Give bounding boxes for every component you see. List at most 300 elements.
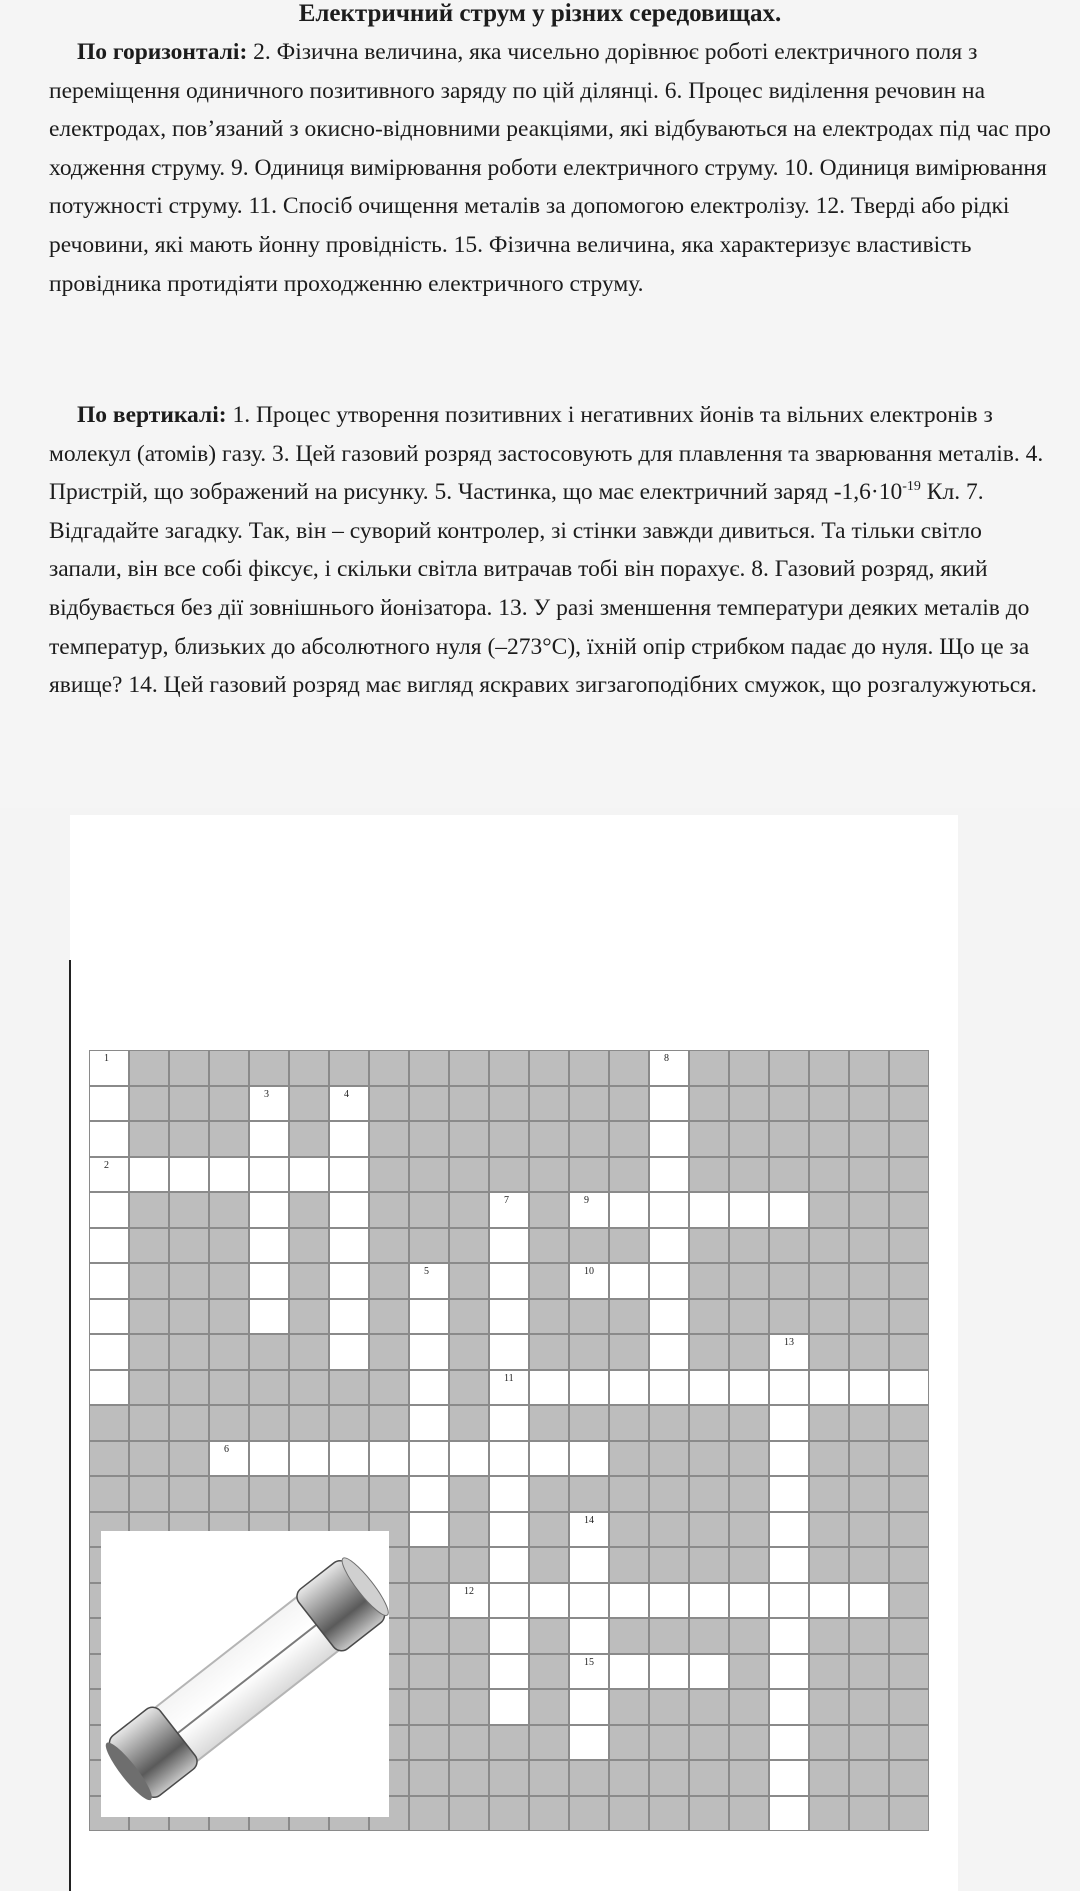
grid-cell-blocked — [689, 1441, 729, 1477]
grid-cell-blocked — [809, 1228, 849, 1264]
grid-cell-open[interactable] — [769, 1476, 809, 1512]
grid-cell-blocked — [609, 1086, 649, 1122]
grid-cell-blocked — [689, 1405, 729, 1441]
grid-cell-blocked — [609, 1476, 649, 1512]
grid-cell-blocked — [169, 1405, 209, 1441]
grid-cell-open[interactable] — [449, 1441, 489, 1477]
grid-cell-blocked — [889, 1725, 929, 1761]
grid-cell-open[interactable] — [609, 1192, 649, 1228]
grid-cell-blocked — [649, 1689, 689, 1725]
grid-cell-open[interactable] — [569, 1547, 609, 1583]
grid-cell-blocked — [649, 1547, 689, 1583]
grid-cell-open[interactable] — [89, 1157, 129, 1193]
grid-cell-blocked — [689, 1228, 729, 1264]
grid-cell-blocked — [769, 1121, 809, 1157]
grid-cell-blocked — [449, 1263, 489, 1299]
grid-cell-blocked — [729, 1334, 769, 1370]
grid-cell-blocked — [289, 1086, 329, 1122]
clue-number: 1 — [104, 1053, 109, 1064]
grid-cell-blocked — [689, 1725, 729, 1761]
grid-cell-open[interactable] — [649, 1299, 689, 1335]
grid-cell-blocked — [729, 1121, 769, 1157]
grid-cell-blocked — [729, 1299, 769, 1335]
horizontal-clues — [49, 33, 1059, 303]
grid-cell-blocked — [689, 1299, 729, 1335]
grid-cell-open[interactable] — [409, 1263, 449, 1299]
grid-cell-open[interactable] — [689, 1654, 729, 1690]
grid-cell-blocked — [209, 1192, 249, 1228]
grid-cell-open[interactable] — [649, 1370, 689, 1406]
grid-cell-open[interactable] — [489, 1618, 529, 1654]
grid-cell-blocked — [889, 1476, 929, 1512]
grid-cell-open[interactable] — [769, 1192, 809, 1228]
grid-cell-blocked — [489, 1050, 529, 1086]
grid-cell-blocked — [769, 1299, 809, 1335]
clue-number: 8 — [664, 1053, 669, 1064]
grid-cell-blocked — [889, 1228, 929, 1264]
grid-cell-blocked — [409, 1050, 449, 1086]
grid-cell-open[interactable] — [89, 1299, 129, 1335]
grid-cell-open[interactable] — [249, 1121, 289, 1157]
grid-cell-blocked — [529, 1796, 569, 1832]
grid-cell-blocked — [609, 1299, 649, 1335]
grid-cell-open[interactable] — [769, 1405, 809, 1441]
grid-cell-blocked — [409, 1547, 449, 1583]
grid-cell-blocked — [529, 1689, 569, 1725]
grid-cell-open[interactable] — [569, 1192, 609, 1228]
grid-cell-blocked — [609, 1121, 649, 1157]
grid-cell-blocked — [649, 1405, 689, 1441]
grid-cell-open[interactable] — [329, 1228, 369, 1264]
grid-cell-blocked — [369, 1405, 409, 1441]
grid-cell-open[interactable] — [489, 1263, 529, 1299]
grid-cell-blocked — [729, 1512, 769, 1548]
grid-cell-blocked — [609, 1512, 649, 1548]
clue-number: 2 — [104, 1159, 109, 1171]
grid-cell-open[interactable] — [569, 1618, 609, 1654]
grid-cell-open[interactable] — [89, 1334, 129, 1370]
grid-cell-blocked — [129, 1441, 169, 1477]
grid-cell-blocked — [449, 1050, 489, 1086]
grid-cell-blocked — [569, 1476, 609, 1512]
grid-cell-blocked — [729, 1050, 769, 1086]
grid-cell-open[interactable] — [329, 1086, 369, 1122]
grid-cell-open[interactable] — [489, 1583, 529, 1619]
grid-cell-blocked — [529, 1086, 569, 1122]
grid-cell-blocked — [449, 1725, 489, 1761]
grid-cell-blocked — [809, 1121, 849, 1157]
vertical-clue-text-b: Кл. 7. Відгадайте загадку. Так, він – суворий контролер, зі стінки завжди дивиться. Та тільки світло запали, він все собі фіксує, і скільки світла витрачав тобі він порахує. 8. Газовий розряд, який відбувається без дії зовнішнього йонізатора. 13. У разі зменшення температури деяких металів до температур, близьких до абсолютного нуля (–273°C), їхній опір стрибком падає до нуля. Що це за явище? 14. Цей газовий розряд має вигляд яскравих зигзагоподібних смужок, що розгалужуються. — [49, 479, 1037, 699]
grid-cell-blocked — [609, 1228, 649, 1264]
grid-cell-open[interactable] — [249, 1263, 289, 1299]
grid-cell-blocked — [889, 1441, 929, 1477]
vertical-clues — [49, 396, 1059, 705]
grid-cell-blocked — [369, 1192, 409, 1228]
grid-cell-open[interactable] — [729, 1370, 769, 1406]
grid-cell-open[interactable] — [689, 1192, 729, 1228]
grid-cell-blocked — [249, 1476, 289, 1512]
grid-cell-blocked — [249, 1370, 289, 1406]
grid-cell-open[interactable] — [89, 1263, 129, 1299]
grid-cell-open[interactable] — [769, 1512, 809, 1548]
grid-cell-blocked — [129, 1405, 169, 1441]
grid-cell-open[interactable] — [409, 1441, 449, 1477]
grid-cell-blocked — [169, 1370, 209, 1406]
grid-cell-blocked — [409, 1228, 449, 1264]
grid-cell-blocked — [529, 1760, 569, 1796]
charge-exponent: -19 — [902, 479, 921, 495]
grid-cell-blocked — [129, 1086, 169, 1122]
grid-cell-blocked — [729, 1618, 769, 1654]
grid-cell-open[interactable] — [769, 1654, 809, 1690]
grid-cell-open[interactable] — [489, 1370, 529, 1406]
grid-cell-open[interactable] — [409, 1299, 449, 1335]
grid-cell-open[interactable] — [329, 1334, 369, 1370]
grid-cell-blocked — [169, 1086, 209, 1122]
grid-cell-open[interactable] — [649, 1263, 689, 1299]
grid-cell-blocked — [249, 1405, 289, 1441]
grid-cell-blocked — [329, 1405, 369, 1441]
grid-cell-blocked — [609, 1725, 649, 1761]
grid-cell-blocked — [409, 1796, 449, 1832]
grid-cell-blocked — [169, 1228, 209, 1264]
grid-cell-blocked — [649, 1512, 689, 1548]
grid-cell-open[interactable] — [729, 1192, 769, 1228]
grid-cell-blocked — [809, 1334, 849, 1370]
page-title: Електричний струм у різних середовищах. — [298, 0, 782, 27]
grid-cell-open[interactable] — [249, 1192, 289, 1228]
grid-cell-open[interactable] — [729, 1583, 769, 1619]
grid-cell-blocked — [809, 1050, 849, 1086]
grid-cell-open[interactable] — [609, 1370, 649, 1406]
grid-cell-open[interactable] — [209, 1157, 249, 1193]
grid-cell-open[interactable] — [769, 1370, 809, 1406]
grid-cell-open[interactable] — [849, 1583, 889, 1619]
grid-cell-open[interactable] — [769, 1583, 809, 1619]
grid-cell-blocked — [209, 1476, 249, 1512]
vertical-heading: По вертикалі: — [77, 402, 227, 428]
grid-cell-blocked — [129, 1263, 169, 1299]
grid-cell-blocked — [129, 1050, 169, 1086]
grid-cell-open[interactable] — [409, 1476, 449, 1512]
grid-cell-open[interactable] — [649, 1654, 689, 1690]
grid-cell-open[interactable] — [769, 1760, 809, 1796]
clue-number: 13 — [784, 1337, 794, 1348]
grid-cell-open[interactable] — [89, 1370, 129, 1406]
grid-cell-open[interactable] — [489, 1334, 529, 1370]
grid-cell-blocked — [529, 1618, 569, 1654]
grid-cell-blocked — [289, 1299, 329, 1335]
grid-cell-blocked — [449, 1157, 489, 1193]
grid-cell-blocked — [169, 1299, 209, 1335]
grid-cell-open[interactable] — [569, 1725, 609, 1761]
grid-cell-blocked — [449, 1618, 489, 1654]
grid-cell-blocked — [849, 1405, 889, 1441]
grid-cell-blocked — [849, 1050, 889, 1086]
grid-cell-open[interactable] — [569, 1583, 609, 1619]
grid-cell-blocked — [409, 1725, 449, 1761]
grid-cell-blocked — [649, 1618, 689, 1654]
grid-cell-open[interactable] — [489, 1192, 529, 1228]
grid-cell-blocked — [849, 1725, 889, 1761]
grid-cell-blocked — [729, 1476, 769, 1512]
grid-cell-open[interactable] — [329, 1441, 369, 1477]
grid-cell-blocked — [209, 1299, 249, 1335]
grid-cell-blocked — [889, 1583, 929, 1619]
grid-cell-open[interactable] — [769, 1441, 809, 1477]
grid-cell-blocked — [609, 1157, 649, 1193]
grid-cell-blocked — [449, 1405, 489, 1441]
grid-cell-blocked — [649, 1725, 689, 1761]
grid-cell-open[interactable] — [289, 1157, 329, 1193]
grid-cell-open[interactable] — [609, 1583, 649, 1619]
grid-cell-open[interactable] — [489, 1547, 529, 1583]
grid-cell-open[interactable] — [329, 1121, 369, 1157]
grid-cell-open[interactable] — [89, 1050, 129, 1086]
grid-cell-blocked — [849, 1512, 889, 1548]
grid-cell-open[interactable] — [489, 1405, 529, 1441]
grid-cell-open[interactable] — [649, 1583, 689, 1619]
grid-cell-blocked — [369, 1370, 409, 1406]
grid-cell-blocked — [649, 1796, 689, 1832]
grid-cell-blocked — [529, 1263, 569, 1299]
grid-cell-blocked — [609, 1796, 649, 1832]
grid-cell-blocked — [89, 1441, 129, 1477]
grid-cell-open[interactable] — [809, 1583, 849, 1619]
grid-cell-open[interactable] — [649, 1086, 689, 1122]
grid-cell-open[interactable] — [769, 1796, 809, 1832]
grid-cell-open[interactable] — [409, 1370, 449, 1406]
grid-cell-blocked — [769, 1228, 809, 1264]
grid-cell-blocked — [409, 1583, 449, 1619]
grid-cell-blocked — [889, 1618, 929, 1654]
grid-cell-open[interactable] — [409, 1405, 449, 1441]
grid-cell-open[interactable] — [649, 1121, 689, 1157]
grid-cell-blocked — [529, 1476, 569, 1512]
grid-cell-blocked — [689, 1086, 729, 1122]
clue-number: 5 — [424, 1266, 429, 1277]
grid-cell-open[interactable] — [409, 1334, 449, 1370]
grid-cell-blocked — [809, 1405, 849, 1441]
grid-cell-blocked — [809, 1725, 849, 1761]
grid-cell-blocked — [209, 1228, 249, 1264]
horizontal-clue-text: 2. Фізична величина, яка чисельно дорівнює роботі електричного поля з переміщення одиничного позитивного заряду по цій ділянці. 6. Процес виділення речовин на електродах, пов’язаний з окисно-відновними реакціями, які відбуваються на електродах під час про ходження струму. 9. Одиниця вимірювання роботи електричного струму. 10. Одиниця вимірювання потужності струму. 11. Спосіб очищення металів за допомогою електролізу. 12. Тверді або рідкі речовини, які мають йонну провідність. 15. Фізична величина, яка характеризує властивість провідника протидіяти проходженню електричного струму. — [49, 39, 1051, 297]
grid-cell-blocked — [369, 1263, 409, 1299]
grid-cell-blocked — [689, 1618, 729, 1654]
grid-cell-blocked — [849, 1228, 889, 1264]
grid-cell-open[interactable] — [609, 1263, 649, 1299]
grid-cell-blocked — [289, 1228, 329, 1264]
grid-cell-open[interactable] — [569, 1441, 609, 1477]
grid-cell-blocked — [169, 1121, 209, 1157]
grid-cell-blocked — [449, 1228, 489, 1264]
grid-cell-blocked — [809, 1796, 849, 1832]
grid-cell-blocked — [289, 1263, 329, 1299]
vertical-clue-text-a: 1. Процес утворення позитивних і негативних йонів та вільних електронів з молекул (атомів) газу. 3. Цей газовий розряд застосовують для плавлення та зварювання металів. 4. Пристрій, що зображений на рисунку. 5. Частинка, що має електричний заряд -1,6·10 — [49, 402, 1044, 506]
grid-cell-open[interactable] — [529, 1441, 569, 1477]
grid-cell-blocked — [369, 1121, 409, 1157]
grid-cell-blocked — [129, 1476, 169, 1512]
grid-cell-open[interactable] — [769, 1618, 809, 1654]
grid-cell-open[interactable] — [489, 1512, 529, 1548]
grid-cell-blocked — [809, 1263, 849, 1299]
grid-cell-blocked — [569, 1299, 609, 1335]
grid-cell-blocked — [329, 1476, 369, 1512]
grid-cell-open[interactable] — [489, 1299, 529, 1335]
grid-cell-blocked — [729, 1441, 769, 1477]
grid-cell-blocked — [729, 1228, 769, 1264]
grid-cell-blocked — [489, 1086, 529, 1122]
grid-cell-open[interactable] — [569, 1654, 609, 1690]
grid-cell-blocked — [889, 1512, 929, 1548]
grid-cell-blocked — [409, 1121, 449, 1157]
grid-cell-open[interactable] — [649, 1228, 689, 1264]
grid-cell-blocked — [729, 1760, 769, 1796]
clue-number: 3 — [264, 1088, 269, 1100]
grid-cell-open[interactable] — [769, 1689, 809, 1725]
grid-cell-open[interactable] — [529, 1583, 569, 1619]
grid-cell-open[interactable] — [489, 1441, 529, 1477]
grid-cell-blocked — [889, 1192, 929, 1228]
grid-cell-blocked — [889, 1796, 929, 1832]
clue-number: 11 — [504, 1372, 514, 1384]
grid-cell-open[interactable] — [409, 1512, 449, 1548]
grid-cell-open[interactable] — [809, 1370, 849, 1406]
grid-cell-blocked — [409, 1618, 449, 1654]
grid-cell-open[interactable] — [129, 1157, 169, 1193]
clue-number: 7 — [504, 1195, 509, 1206]
grid-cell-open[interactable] — [649, 1050, 689, 1086]
grid-cell-blocked — [689, 1334, 729, 1370]
grid-cell-open[interactable] — [369, 1441, 409, 1477]
grid-cell-blocked — [689, 1547, 729, 1583]
grid-cell-blocked — [809, 1157, 849, 1193]
grid-cell-open[interactable] — [569, 1512, 609, 1548]
grid-cell-blocked — [889, 1050, 929, 1086]
grid-cell-blocked — [689, 1263, 729, 1299]
grid-cell-blocked — [409, 1157, 449, 1193]
grid-cell-blocked — [129, 1299, 169, 1335]
grid-cell-blocked — [369, 1299, 409, 1335]
grid-cell-blocked — [729, 1547, 769, 1583]
grid-cell-blocked — [449, 1334, 489, 1370]
grid-cell-open[interactable] — [769, 1547, 809, 1583]
grid-cell-open[interactable] — [889, 1370, 929, 1406]
grid-cell-blocked — [289, 1121, 329, 1157]
grid-cell-open[interactable] — [609, 1654, 649, 1690]
grid-cell-blocked — [889, 1547, 929, 1583]
grid-cell-blocked — [569, 1157, 609, 1193]
grid-cell-blocked — [729, 1086, 769, 1122]
grid-cell-open[interactable] — [289, 1441, 329, 1477]
grid-cell-blocked — [449, 1796, 489, 1832]
grid-cell-open[interactable] — [249, 1157, 289, 1193]
grid-cell-open[interactable] — [769, 1334, 809, 1370]
grid-cell-blocked — [409, 1654, 449, 1690]
grid-cell-open[interactable] — [649, 1157, 689, 1193]
grid-cell-open[interactable] — [449, 1583, 489, 1619]
grid-cell-blocked — [449, 1086, 489, 1122]
grid-cell-blocked — [289, 1405, 329, 1441]
grid-cell-blocked — [449, 1760, 489, 1796]
grid-cell-blocked — [249, 1050, 289, 1086]
grid-cell-blocked — [529, 1157, 569, 1193]
grid-cell-open[interactable] — [529, 1370, 569, 1406]
left-border-line — [69, 960, 71, 1891]
grid-cell-blocked — [729, 1796, 769, 1832]
grid-cell-blocked — [329, 1050, 369, 1086]
grid-cell-blocked — [769, 1263, 809, 1299]
grid-cell-open[interactable] — [569, 1689, 609, 1725]
grid-cell-blocked — [449, 1192, 489, 1228]
grid-cell-blocked — [809, 1547, 849, 1583]
grid-cell-blocked — [689, 1050, 729, 1086]
grid-cell-blocked — [769, 1086, 809, 1122]
grid-cell-open[interactable] — [329, 1157, 369, 1193]
grid-cell-open[interactable] — [489, 1476, 529, 1512]
grid-cell-open[interactable] — [169, 1157, 209, 1193]
grid-cell-open[interactable] — [89, 1121, 129, 1157]
grid-cell-open[interactable] — [89, 1086, 129, 1122]
grid-cell-open[interactable] — [489, 1689, 529, 1725]
grid-cell-blocked — [689, 1689, 729, 1725]
grid-cell-open[interactable] — [249, 1441, 289, 1477]
grid-cell-open[interactable] — [89, 1228, 129, 1264]
grid-cell-blocked — [609, 1689, 649, 1725]
grid-cell-open[interactable] — [649, 1334, 689, 1370]
grid-cell-open[interactable] — [249, 1086, 289, 1122]
grid-cell-open[interactable] — [569, 1263, 609, 1299]
grid-cell-blocked — [649, 1476, 689, 1512]
grid-cell-open[interactable] — [209, 1441, 249, 1477]
clue-number: 10 — [584, 1266, 594, 1277]
grid-cell-blocked — [689, 1476, 729, 1512]
grid-cell-open[interactable] — [329, 1263, 369, 1299]
grid-cell-open[interactable] — [489, 1228, 529, 1264]
grid-cell-open[interactable] — [489, 1654, 529, 1690]
grid-cell-open[interactable] — [849, 1370, 889, 1406]
grid-cell-blocked — [849, 1192, 889, 1228]
grid-cell-open[interactable] — [569, 1370, 609, 1406]
grid-cell-open[interactable] — [89, 1192, 129, 1228]
grid-cell-blocked — [889, 1157, 929, 1193]
grid-cell-blocked — [849, 1441, 889, 1477]
grid-cell-open[interactable] — [689, 1370, 729, 1406]
clue-number: 6 — [224, 1443, 229, 1455]
grid-cell-open[interactable] — [689, 1583, 729, 1619]
grid-cell-blocked — [889, 1299, 929, 1335]
grid-cell-blocked — [729, 1157, 769, 1193]
grid-cell-open[interactable] — [769, 1725, 809, 1761]
grid-cell-blocked — [849, 1086, 889, 1122]
grid-cell-blocked — [249, 1334, 289, 1370]
grid-cell-blocked — [569, 1334, 609, 1370]
grid-cell-blocked — [849, 1618, 889, 1654]
grid-cell-open[interactable] — [249, 1299, 289, 1335]
grid-cell-blocked — [369, 1334, 409, 1370]
grid-cell-blocked — [889, 1086, 929, 1122]
grid-cell-open[interactable] — [649, 1192, 689, 1228]
grid-cell-blocked — [689, 1760, 729, 1796]
grid-cell-blocked — [89, 1405, 129, 1441]
grid-cell-blocked — [689, 1512, 729, 1548]
grid-cell-blocked — [849, 1299, 889, 1335]
grid-cell-open[interactable] — [329, 1299, 369, 1335]
grid-cell-blocked — [849, 1547, 889, 1583]
grid-cell-open[interactable] — [249, 1228, 289, 1264]
grid-cell-blocked — [569, 1228, 609, 1264]
grid-cell-open[interactable] — [329, 1192, 369, 1228]
